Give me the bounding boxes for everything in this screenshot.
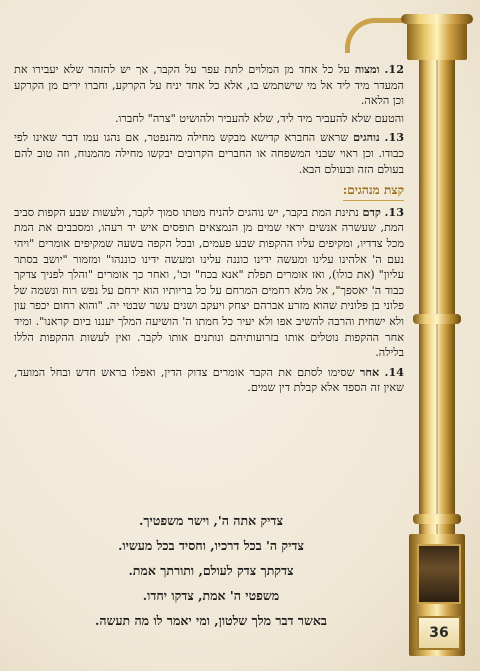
column-ring xyxy=(413,514,461,524)
page-number: 36 xyxy=(417,616,461,650)
verse-line: באשר דבר מלך שלטון, ומי יאמר לו מה תעשה. xyxy=(95,613,327,628)
gold-column-decoration xyxy=(407,14,467,657)
column-capital xyxy=(407,14,467,60)
paragraph-13a: 13. נוהגים שראש החברא קדישא מבקש מחילה מהנפטר, אם נהגו עמו דבר שאינו לפי כבודו. וכן ראוי שבני המשפחה או החברים הקרובים יבקשו מחילה מהמנוח, וזה טוב להם בעולם הזה ובעולם הבא. xyxy=(14,130,405,176)
section-heading: קצת מנהגים: xyxy=(343,183,404,201)
paragraph-12: 12. ומצוה על כל אחד מן המלוים לתת עפר על הקבר, אך יש להזהר שלא יעבירו את המעדר מיד ליד אל מי שישתמש בו, אלא כל אחד יניח על הקרקע, וחברו ירים מן הקרקע וכן הלאה. xyxy=(14,62,404,108)
verse-line: צדיק ה' בכל דרכיו, וחסיד בכל מעשיו. xyxy=(118,538,304,553)
paragraph-14: 14. אחר שסימו לסתם את הקבר אומרים צדוק הדין, ואפלו בראש חדש ובחל המועד, שאין זה הספד אלא קבלת דין שמים. xyxy=(14,364,405,395)
carved-panel xyxy=(417,544,461,604)
column-shaft xyxy=(419,60,455,540)
column-ring xyxy=(413,314,461,324)
body-text xyxy=(14,62,404,400)
verse-line: צדיק אתה ה', וישר משפטיך. xyxy=(139,513,283,528)
paragraph-12-reason: והטעם שלא להעביר מיד ליד, שלא להעביר ולהושיט "צרה" לחברו. xyxy=(114,111,404,125)
column-base xyxy=(409,534,465,656)
verse-line: משפטי ה' אמת, צדקו יחדו. xyxy=(142,588,280,603)
paragraph-13b: 13. קדם נתינת המת בקבר, יש נוהגים להניח מטתו סמוך לקבר, ולעשות שבע הקפות סביב המת, שעשרה אנשים יראי שמים מן הנמצאים תופסים איש יד רעהו, ומסבבים את המת מכל צדדיו, ומקיפים עליו ההקפות שבע פעמים, ובכל הקפה בשעה שמקיפים אומרים "ויהי נעם ה' אלהינו עלינו ומעשה ידינו כוננה עלינו ומעשה ידינו כוננהו" ומזמור "יושב בסתר עליון" (את כולו), ואז אומרים תפלת "אנא בכח" וכו', ואחר כך אומרים "והלך לפניך צדקך כבוד ה' יאספך", אל מלא רחמים המרחם על כל בריותיו הוא ירחם על נפש רוח ונשמה של פלוני בן פלונית שהוא מזרע אברהם יצחק ויעקב ושנים עשר שבטי יה. "והוא רחום יכפר עון ולא ישחית והרבה להשיב אפו ולא יעיר כל חמתו ה' הושיעה המלך יעננו ביום קראנו". ומיד אחר ההקפות נוטלים אותו בזרועותיהם ונותנים אותו לקבר. ואין לעשות ההקפות הללו בלילה. xyxy=(14,204,404,360)
verse-line: צדקתך צדק לעולם, ותורתך אמת. xyxy=(128,563,294,578)
verses-block xyxy=(18,508,404,633)
